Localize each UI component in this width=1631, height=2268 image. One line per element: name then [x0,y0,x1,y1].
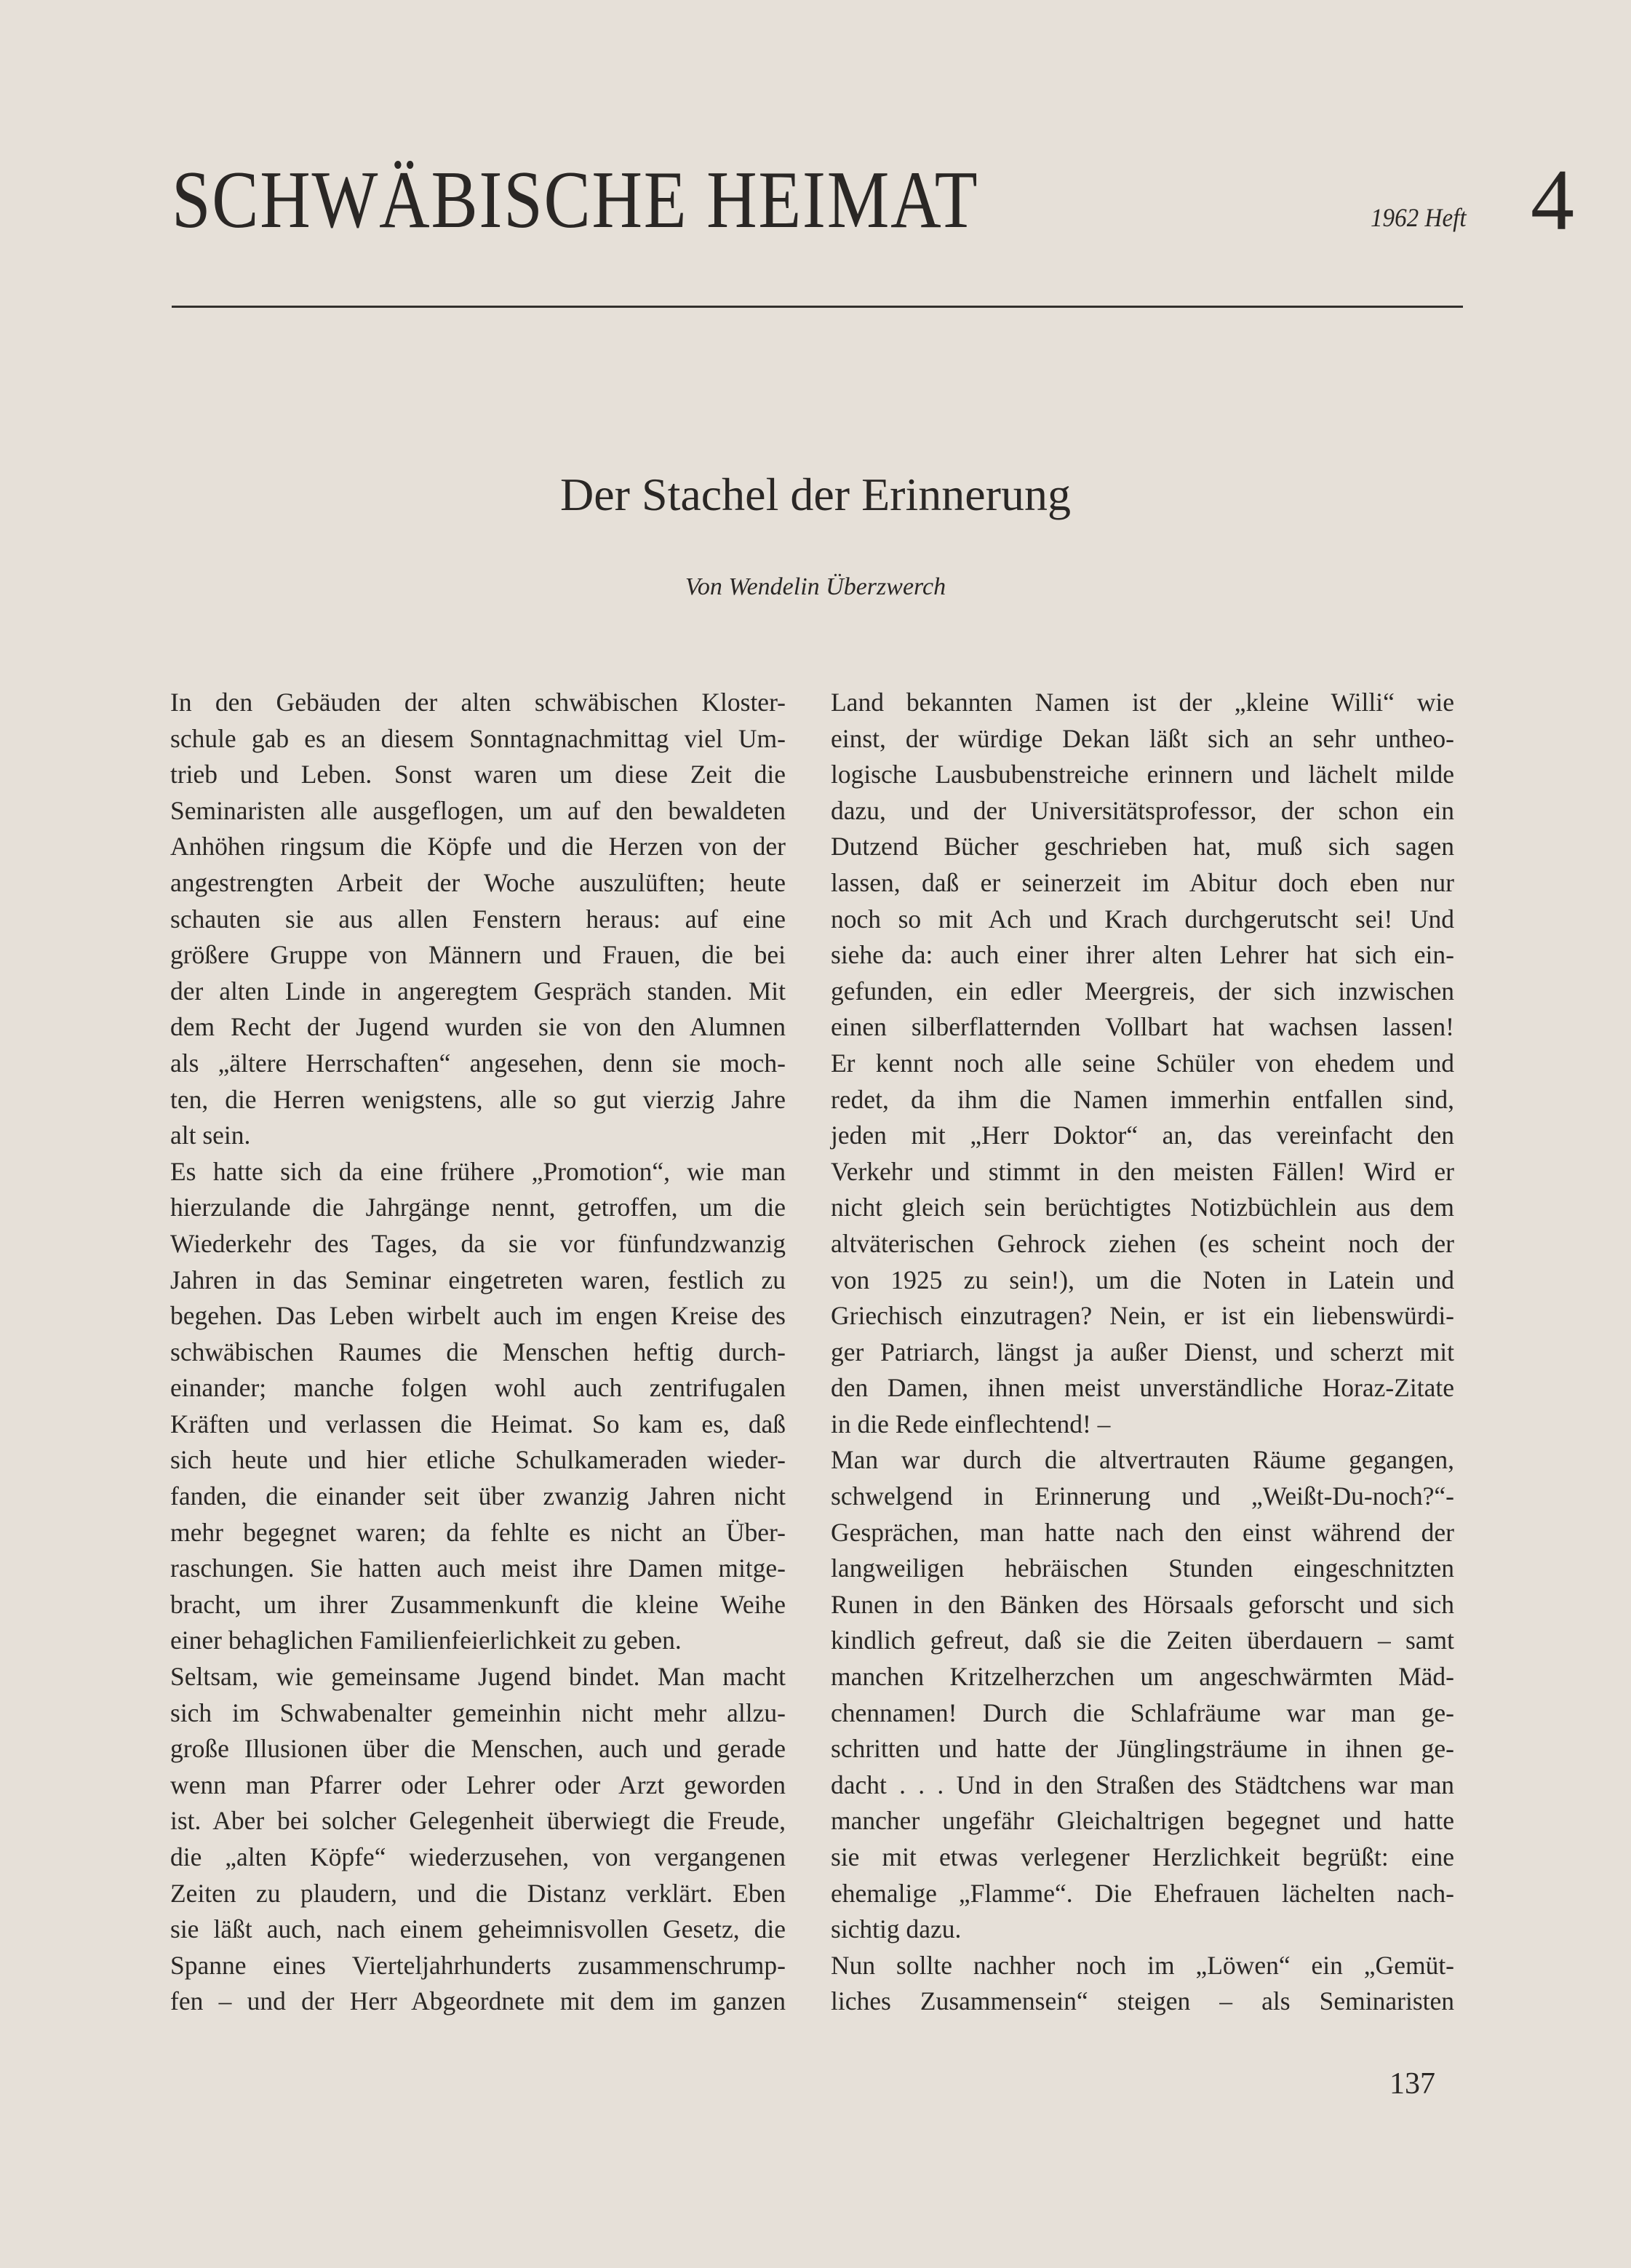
masthead [172,146,1574,255]
article-author: Von Wendelin Überzwerch [685,573,946,600]
text-line: fanden, die einander seit über zwanzig Jahren nicht [170,1481,786,1511]
text-line: noch so mit Ach und Krach durchgerutscht sei! Und [831,904,1454,934]
text-line: als „ältere Herrschaften“ angesehen, denn sie moch- [170,1048,786,1078]
text-line: fen – und der Herr Abgeordnete mit dem im ganzen [170,1986,786,2016]
text-line: jeden mit „Herr Doktor“ an, das vereinfacht den [831,1121,1454,1150]
text-line: langweiligen hebräischen Stunden eingeschnitzten [831,1553,1454,1583]
text-line: den Damen, ihnen meist unverständliche Horaz-Zitate [831,1373,1454,1403]
text-line: ten, die Herren wenigstens, alle so gut vierzig Jahre [170,1084,786,1114]
text-line: ger Patriarch, längst ja außer Dienst, und scherzt mit [831,1337,1454,1366]
text-line: Griechisch einzutragen? Nein, er ist ein liebenswürdi- [831,1301,1454,1331]
text-line: in die Rede einflechtend! – [831,1409,1111,1439]
text-line: angestrengten Arbeit der Woche auszulüften; heute [170,867,786,897]
text-line: nicht gleich sein berüchtigtes Notizbüchlein aus dem [831,1193,1454,1222]
text-line: Gesprächen, man hatte nach den einst während der [831,1517,1454,1547]
text-line: Jahren in das Seminar eingetreten waren, festlich zu [170,1265,786,1294]
issue-number: 4 [1531,151,1574,248]
text-line: einander; manche folgen wohl auch zentrifugalen [170,1373,786,1403]
text-line: einst, der würdige Dekan läßt sich an sehr untheo- [831,723,1454,753]
text-column-left [170,685,786,2020]
text-line: liches Zusammensein“ steigen – als Seminaristen [831,1986,1454,2016]
text-line: Er kennt noch alle seine Schüler von ehedem und [831,1048,1454,1078]
magazine-title: SCHWÄBISCHE HEIMAT [172,155,979,245]
text-line: dacht . . . Und in den Straßen des Städtchens war man [831,1770,1454,1799]
text-line: Es hatte sich da eine frühere „Promotion“, wie man [170,1156,786,1186]
text-line: große Illusionen über die Menschen, auch und gerade [170,1734,786,1764]
text-line: Nun sollte nachher noch im „Löwen“ ein „Gemüt- [831,1950,1454,1980]
text-line: gefunden, ein edler Meergreis, der sich inzwischen [831,976,1454,1006]
text-line: chennamen! Durch die Schlafräume war man ge- [831,1698,1454,1727]
text-column-right [831,685,1454,2020]
text-line: Zeiten zu plaudern, und die Distanz verklärt. Eben [170,1878,786,1908]
text-line: Runen in den Bänken des Hörsaals geforscht und sich [831,1589,1454,1619]
text-line: schauten sie aus allen Fenstern heraus: auf eine [170,904,786,934]
text-line: Seltsam, wie gemeinsame Jugend bindet. Man macht [170,1662,786,1692]
text-line: manchen Kritzelherzchen um angeschwärmten Mäd- [831,1662,1454,1692]
text-line: einer behaglichen Familienfeierlichkeit zu geben. [170,1626,682,1655]
text-line: Kräften und verlassen die Heimat. So kam es, daß [170,1409,786,1439]
text-line: sichtig dazu. [831,1914,962,1944]
text-line: alt sein. [170,1121,251,1150]
text-line: siehe da: auch einer ihrer alten Lehrer hat sich ein- [831,940,1454,970]
text-line: sich im Schwabenalter gemeinhin nicht mehr allzu- [170,1698,786,1727]
text-line: bracht, um ihrer Zusammenkunft die kleine Weihe [170,1589,786,1619]
text-line: wenn man Pfarrer oder Lehrer oder Arzt geworden [170,1770,786,1799]
text-line: mehr begegnet waren; da fehlte es nicht an Über- [170,1517,786,1547]
text-line: Man war durch die altvertrauten Räume gegangen, [831,1445,1454,1475]
text-line: altväterischen Gehrock ziehen (es scheint noch der [831,1228,1454,1258]
text-line: raschungen. Sie hatten auch meist ihre Damen mitge- [170,1553,786,1583]
text-line: Seminaristen alle ausgeflogen, um auf den bewaldeten [170,795,786,825]
text-line: Anhöhen ringsum die Köpfe und die Herzen von der [170,832,786,862]
text-line: ist. Aber bei solcher Gelegenheit überwiegt die Freude, [170,1806,786,1836]
text-line: schwelgend in Erinnerung und „Weißt-Du-noch?“- [831,1481,1454,1511]
text-line: von 1925 zu sein!), um die Noten in Latein und [831,1265,1454,1294]
text-line: logische Lausbubenstreiche erinnern und lächelt milde [831,760,1454,789]
text-line: die „alten Köpfe“ wiederzusehen, von vergangenen [170,1842,786,1871]
text-line: größere Gruppe von Männern und Frauen, die bei [170,940,786,970]
text-line: Wiederkehr des Tages, da sie vor fünfundzwanzig [170,1228,786,1258]
text-line: lassen, daß er seinerzeit im Abitur doch eben nur [831,867,1454,897]
text-line: schritten und hatte der Jünglingsträume in ihnen ge- [831,1734,1454,1764]
text-line: hierzulande die Jahrgänge nennt, getroffen, um die [170,1193,786,1222]
text-line: kindlich gefreut, daß sie die Zeiten überdauern – samt [831,1626,1454,1655]
masthead-divider [172,306,1463,308]
text-line: Spanne eines Vierteljahrhunderts zusammenschrump- [170,1950,786,1980]
text-line: mancher ungefähr Gleichaltrigen begegnet und hatte [831,1806,1454,1836]
text-line: begehen. Das Leben wirbelt auch im engen Kreise des [170,1301,786,1331]
text-line: sich heute und hier etliche Schulkameraden wieder- [170,1445,786,1475]
text-line: dazu, und der Universitätsprofessor, der schon ein [831,795,1454,825]
article-title: Der Stachel der Erinnerung [560,469,1071,520]
text-line: einen silberflatternden Vollbart hat wachsen lassen! [831,1012,1454,1042]
page-number: 137 [1389,2067,1435,2101]
text-line: Land bekannten Namen ist der „kleine Willi“ wie [831,688,1454,717]
text-line: trieb und Leben. Sonst waren um diese Zeit die [170,760,786,789]
text-line: schule gab es an diesem Sonntagnachmittag viel Um- [170,723,786,753]
text-line: sie läßt auch, nach einem geheimnisvollen Gesetz, die [170,1914,786,1944]
text-line: schwäbischen Raumes die Menschen heftig durch- [170,1337,786,1366]
text-line: In den Gebäuden der alten schwäbischen Kloster- [170,688,786,717]
text-line: dem Recht der Jugend wurden sie von den Alumnen [170,1012,786,1042]
issue-year-label: 1962 Heft [1371,203,1467,232]
text-line: sie mit etwas verlegener Herzlichkeit begrüßt: eine [831,1842,1454,1871]
text-line: der alten Linde in angeregtem Gespräch standen. Mit [170,976,786,1006]
text-line: ehemalige „Flamme“. Die Ehefrauen lächelten nach- [831,1878,1454,1908]
text-line: Verkehr und stimmt in den meisten Fällen! Wird er [831,1156,1454,1186]
text-line: Dutzend Bücher geschrieben hat, muß sich sagen [831,832,1454,862]
text-line: redet, da ihm die Namen immerhin entfallen sind, [831,1084,1454,1114]
